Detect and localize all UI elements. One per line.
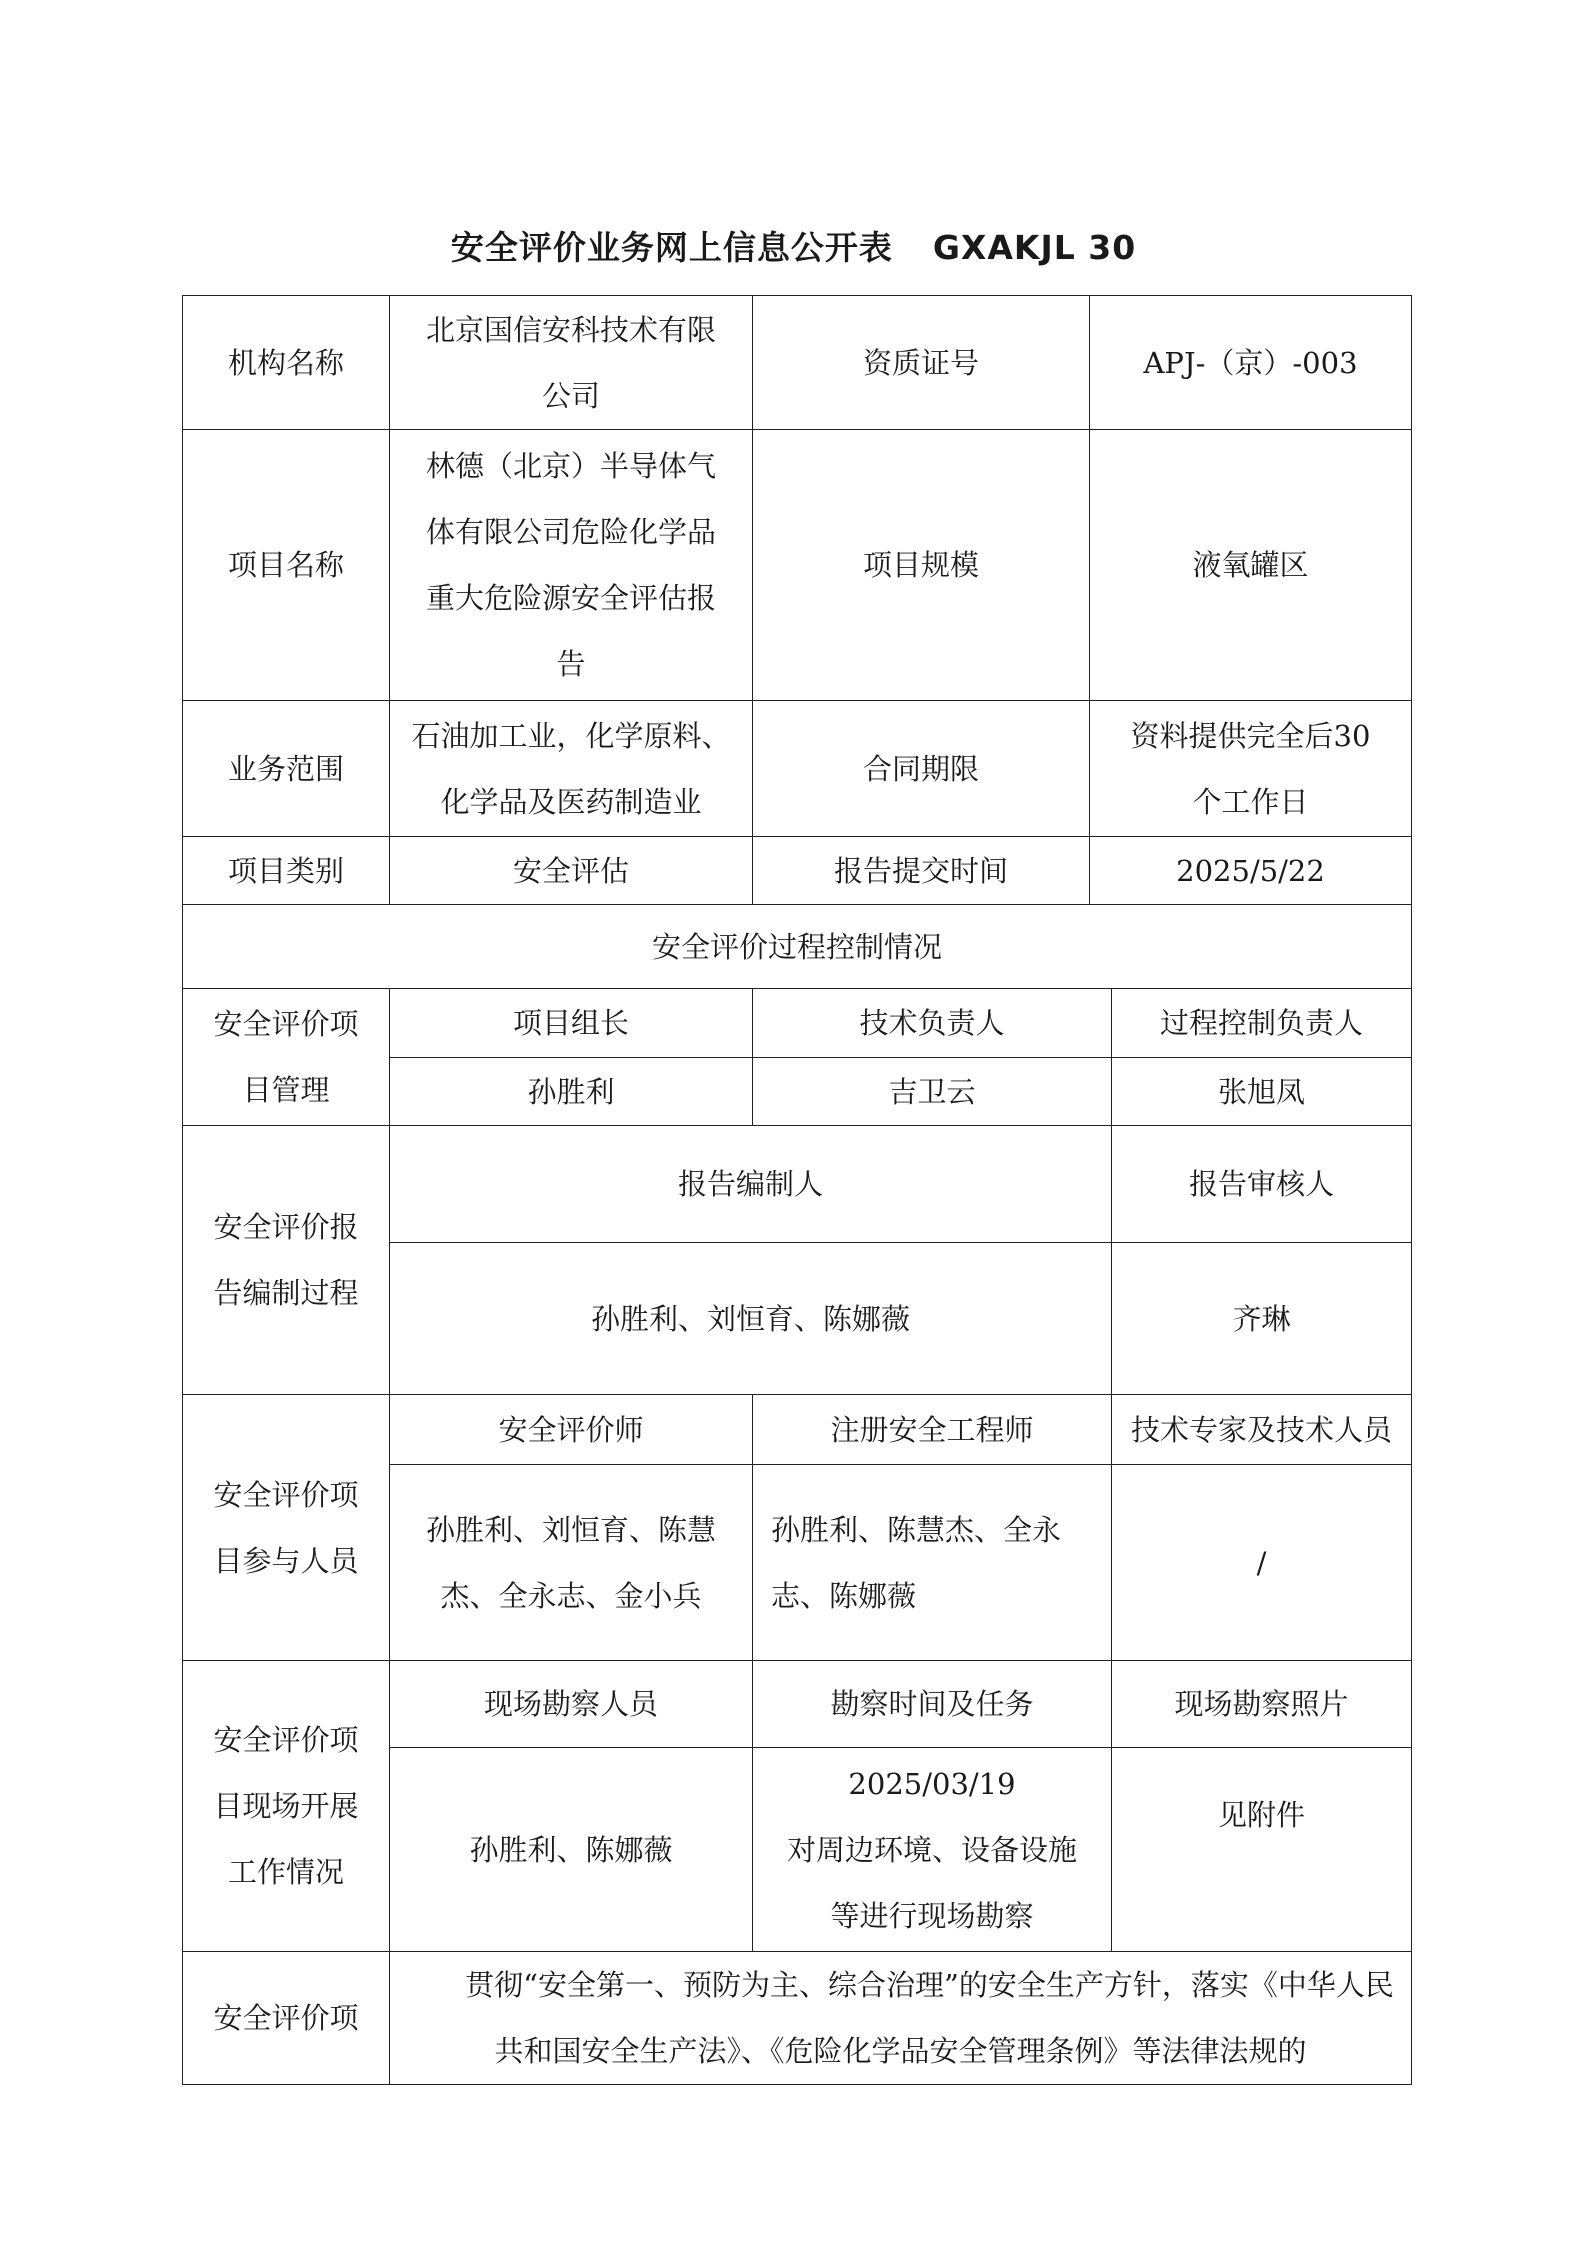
report-label — [183, 1126, 390, 1395]
scope-value-line: 石油加工业，化学原料、 — [411, 718, 731, 753]
site-label-line: 工作情况 — [227, 1855, 344, 1889]
project-value-line: 告 — [556, 647, 586, 681]
experts-value: / — [1112, 1465, 1412, 1661]
management-label-line: 安全评价项 — [213, 1007, 359, 1041]
row-site-header — [183, 1661, 1412, 1748]
submit-label: 报告提交时间 — [753, 837, 1090, 905]
process-title: 安全评价过程控制情况 — [183, 905, 1412, 989]
org-value-line: 公司 — [541, 378, 600, 413]
site-label-line: 目现场开展 — [213, 1789, 359, 1823]
time-line: 等进行现场勘察 — [830, 1898, 1034, 1933]
participants-label — [183, 1395, 390, 1661]
scale-value: 液氧罐区 — [1090, 430, 1412, 701]
project-value-line: 体有限公司危险化学品 — [425, 515, 716, 549]
staff-value: 孙胜利、陈娜薇 — [390, 1748, 753, 1952]
form-code: GXAKJL 30 — [932, 228, 1137, 267]
scope-value-line: 化学品及医药制造业 — [440, 784, 702, 819]
term-value — [1090, 701, 1412, 837]
row-conclusion — [183, 1952, 1412, 2085]
engineers-value — [753, 1465, 1112, 1661]
disclosure-table — [182, 295, 1412, 2085]
report-label-line: 安全评价报 — [213, 1210, 359, 1244]
scope-value — [390, 701, 753, 837]
writers-value: 孙胜利、刘恒育、陈娜薇 — [390, 1243, 1112, 1395]
conclusion-text: 贯彻“安全第一、预防为主、综合治理”的安全生产方针，落实《中华人民共和国安全生产法》、《危险化学品安全管理条例》等法律法规的 — [390, 1952, 1412, 2085]
expert-header: 技术专家及技术人员 — [1112, 1395, 1412, 1465]
row-organization — [183, 296, 1412, 430]
evaluator-header: 安全评价师 — [390, 1395, 753, 1465]
term-value-line: 个工作日 — [1192, 784, 1309, 819]
project-value-line: 林德（北京）半导体气 — [425, 449, 716, 483]
site-label-line: 安全评价项 — [213, 1723, 359, 1757]
evaluators-line: 杰、全永志、金小兵 — [440, 1578, 702, 1613]
project-value — [390, 430, 753, 701]
control-header: 过程控制负责人 — [1112, 989, 1412, 1058]
row-category — [183, 837, 1412, 905]
management-label — [183, 989, 390, 1126]
row-process-title — [183, 905, 1412, 989]
row-management-header — [183, 989, 1412, 1058]
engineer-header: 注册安全工程师 — [753, 1395, 1112, 1465]
leader-value: 孙胜利 — [390, 1058, 753, 1126]
scope-label: 业务范围 — [183, 701, 390, 837]
title-text: 安全评价业务网上信息公开表 — [450, 228, 893, 267]
cert-value: APJ-（京）-003 — [1090, 296, 1412, 430]
report-label-line: 告编制过程 — [213, 1276, 359, 1310]
photo-header: 现场勘察照片 — [1112, 1661, 1412, 1748]
category-label: 项目类别 — [183, 837, 390, 905]
time-value — [753, 1748, 1112, 1952]
participants-label-line: 安全评价项 — [213, 1477, 359, 1512]
staff-header: 现场勘察人员 — [390, 1661, 753, 1748]
time-line: 2025/03/19 — [848, 1766, 1016, 1801]
org-value-line: 北京国信安科技术有限 — [425, 312, 716, 347]
evaluators-value — [390, 1465, 753, 1661]
submit-value: 2025/5/22 — [1090, 837, 1412, 905]
tech-value: 吉卫云 — [753, 1058, 1112, 1126]
tech-header: 技术负责人 — [753, 989, 1112, 1058]
term-value-line: 资料提供完全后30 — [1130, 718, 1371, 753]
engineers-line: 志、陈娜薇 — [771, 1578, 917, 1613]
reviewer-value: 齐琳 — [1112, 1243, 1412, 1395]
evaluators-line: 孙胜利、刘恒育、陈慧 — [425, 1512, 716, 1547]
org-value — [390, 296, 753, 430]
org-label: 机构名称 — [183, 296, 390, 430]
time-line: 对周边环境、设备设施 — [786, 1832, 1077, 1867]
page-title — [0, 222, 1587, 269]
project-value-line: 重大危险源安全评估报 — [425, 581, 716, 615]
leader-header: 项目组长 — [390, 989, 753, 1058]
conclusion-label: 安全评价项 — [183, 1952, 390, 2085]
writer-header: 报告编制人 — [390, 1126, 1112, 1243]
site-label — [183, 1661, 390, 1952]
project-label: 项目名称 — [183, 430, 390, 701]
scale-label: 项目规模 — [753, 430, 1090, 701]
cert-label: 资质证号 — [753, 296, 1090, 430]
row-project — [183, 430, 1412, 701]
engineers-line: 孙胜利、陈慧杰、全永 — [771, 1512, 1062, 1547]
management-label-line: 目管理 — [242, 1073, 330, 1107]
control-value: 张旭凤 — [1112, 1058, 1412, 1126]
reviewer-header: 报告审核人 — [1112, 1126, 1412, 1243]
category-value: 安全评估 — [390, 837, 753, 905]
time-header: 勘察时间及任务 — [753, 1661, 1112, 1748]
photo-value: 见附件 — [1112, 1748, 1412, 1952]
participants-label-line: 目参与人员 — [213, 1543, 359, 1578]
row-participants-header — [183, 1395, 1412, 1465]
row-report-header — [183, 1126, 1412, 1243]
term-label: 合同期限 — [753, 701, 1090, 837]
row-scope — [183, 701, 1412, 837]
